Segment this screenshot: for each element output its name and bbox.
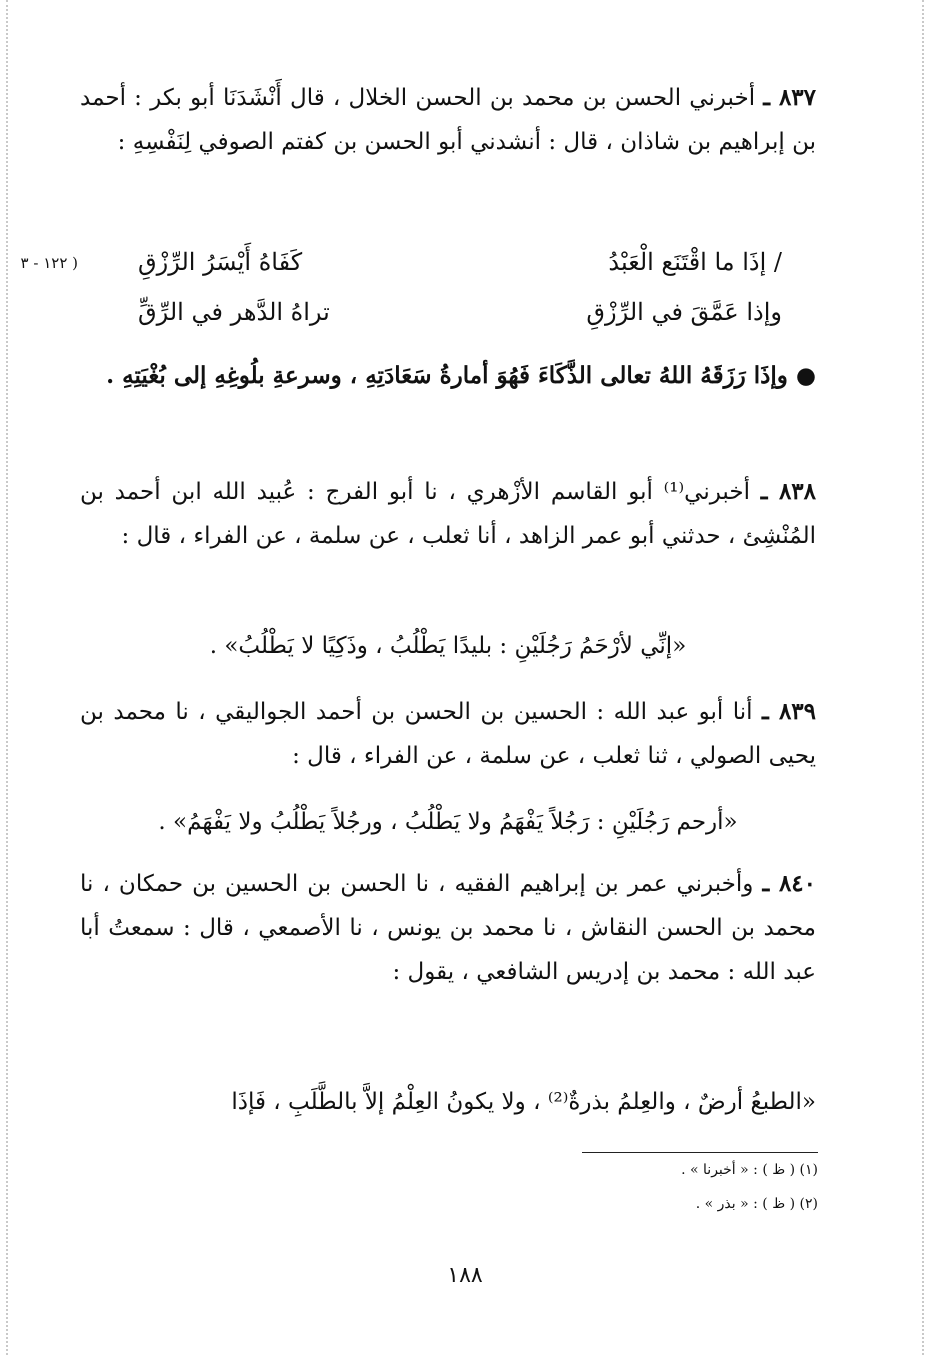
- footnote-separator: [582, 1152, 818, 1153]
- verse-1-first-hemistich: / إذَا ما اقْتَنَع الْعَبْدُ: [608, 248, 782, 276]
- footnote-1: (١) ( ظ ) : « أخبرنا » .: [681, 1162, 818, 1178]
- page-number: ١٨٨: [447, 1263, 483, 1288]
- quote-839: «أرحم رَجُلَيْنِ : رَجُلاً يَفْهَمُ ولا يَطْلُبُ ، ورجُلاً يَطْلُبُ ولا يَفْهَمُ» .: [158, 809, 738, 835]
- left-edge-dots: [6, 0, 8, 1355]
- entry-number: ٨٣٨ ـ: [760, 478, 816, 505]
- quote-838: «إنِّي لأرْحَمُ رَجُلَيْنِ : بليدًا يَطْلُبُ ، وذَكِيًا لا يَطْلُبُ» .: [209, 633, 687, 659]
- footnote-2: (٢) ( ظ ) : « بذر » .: [695, 1196, 818, 1212]
- entry-text: أنا أبو عبد الله : الحسين بن الحسن بن أحمد الجواليقي ، نا محمد بن يحيى الصولي ، ثنا ثعلب ، عن سلمة ، عن الفراء ، قال :: [80, 699, 816, 769]
- bullet-statement: ● وإذَا رَزَقَهُ اللهُ تعالى الذَّكَاءَ فَهُوَ أمارةُ سَعَادَتِهِ ، وسرعةِ بلُوغِهِ إلى بُغْيَتِهِ .: [106, 362, 816, 389]
- paragraph-837: [80, 76, 816, 164]
- paragraph-840: [80, 862, 816, 994]
- entry-number: ٨٣٧ ـ: [763, 84, 816, 111]
- verse-1-second-hemistich: كَفَاهُ أَيْسَرُ الرِّزْقِ: [138, 248, 303, 276]
- verse-2-second-hemistich: تراهُ الدَّهر في الرِّقِّ: [138, 298, 330, 326]
- paragraph-839: [80, 690, 816, 778]
- margin-reference: ( ١٢٢ - ٣: [20, 254, 78, 272]
- entry-number: ٨٣٩ ـ: [762, 698, 817, 725]
- right-edge-dots: [922, 0, 924, 1355]
- quote-840: «الطبعُ أرضٌ ، والعِلمُ بذرةٌ⁽²⁾ ، ولا يكونُ العِلْمُ إلاَّ بالطَّلَبِ ، فَإذَا: [231, 1089, 816, 1115]
- entry-number: ٨٤٠ ـ: [762, 870, 816, 897]
- entry-text: أخبرني⁽¹⁾ أبو القاسم الأزْهري ، نا أبو الفرج : عُبيد الله ابن أحمد بن المُنْشِئ ، حدثني أبو عمر الزاهد ، أنا ثعلب ، عن سلمة ، عن الفراء ، قال :: [80, 479, 816, 549]
- entry-text: وأخبرني عمر بن إبراهيم الفقيه ، نا الحسن بن الحسين بن حمكان ، نا محمد بن الحسن النقاش ، نا محمد بن يونس ، نا الأصمعي ، قال : سمعتُ أبا عبد الله : محمد بن إدريس الشافعي ، يقول :: [80, 871, 816, 985]
- entry-text: أخبرني الحسن بن محمد بن الحسن الخلال ، قال أَنْشَدَنَا أبو بكر : أحمد بن إبراهيم بن شاذان ، قال : أنشدني أبو الحسن بن كفتم الصوفي لِنَفْسِهِ :: [80, 85, 816, 155]
- paragraph-838: [80, 470, 816, 558]
- verse-2-first-hemistich: وإذا عَمَّقَ في الرِّزْقِ: [586, 298, 782, 326]
